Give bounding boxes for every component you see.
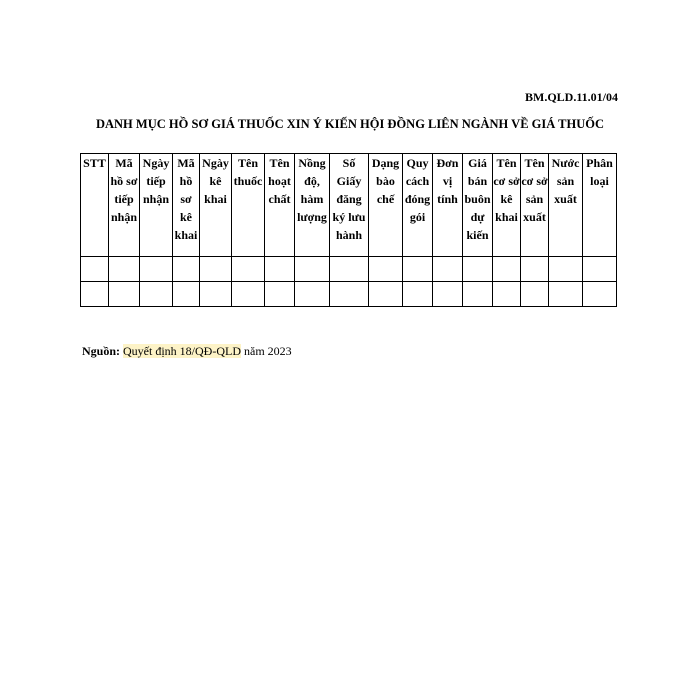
table-cell (403, 282, 433, 307)
col-co-so-san-xuat: Tên cơ sở sản xuất (521, 154, 549, 257)
col-nong-do: Nồng độ, hàm lượng (295, 154, 330, 257)
source-reference-link[interactable]: Quyết định 18/QĐ-QLD (123, 344, 241, 358)
table-cell (109, 257, 140, 282)
table-cell (463, 257, 493, 282)
col-gia-ban-buon: Giá bán buôn dự kiến (463, 154, 493, 257)
listing-table (80, 153, 617, 307)
col-don-vi-tinh: Đơn vị tính (433, 154, 463, 257)
table-cell (549, 282, 583, 307)
table-cell (369, 282, 403, 307)
col-ten-hoat-chat: Tên hoạt chất (265, 154, 295, 257)
table-cell (295, 282, 330, 307)
col-ma-ho-so-tiep-nhan: Mã hồ sơ tiếp nhận (109, 154, 140, 257)
table-cell (200, 257, 232, 282)
table-cell (140, 257, 173, 282)
col-phan-loai: Phân loại (583, 154, 617, 257)
table-cell (295, 257, 330, 282)
col-ten-thuoc: Tên thuốc (232, 154, 265, 257)
table-cell (433, 282, 463, 307)
source-label: Nguồn: (82, 344, 121, 358)
table-cell (140, 282, 173, 307)
form-code: BM.QLD.11.01/04 (524, 90, 618, 104)
col-dang-bao-che: Dạng bào chế (369, 154, 403, 257)
col-ngay-tiep-nhan: Ngày tiếp nhận (140, 154, 173, 257)
table-cell (549, 257, 583, 282)
table-cell (232, 257, 265, 282)
table-row (81, 282, 617, 307)
source-note (82, 344, 292, 359)
table-cell (109, 282, 140, 307)
table-cell (521, 282, 549, 307)
col-co-so-ke-khai: Tên cơ sở kê khai (493, 154, 521, 257)
table-cell (369, 257, 403, 282)
col-so-giay-dang-ky: Số Giấy đăng ký lưu hành (330, 154, 369, 257)
header-row (81, 154, 617, 257)
table-row (81, 257, 617, 282)
table-cell (463, 282, 493, 307)
table-cell (583, 257, 617, 282)
table-cell (493, 257, 521, 282)
table-cell (330, 257, 369, 282)
table-cell (232, 282, 265, 307)
table-cell (265, 282, 295, 307)
col-ngay-ke-khai: Ngày kê khai (200, 154, 232, 257)
table-cell (265, 257, 295, 282)
table-body (81, 257, 617, 307)
table-cell (330, 282, 369, 307)
col-ma-ho-so-ke-khai: Mã hồ sơ kê khai (173, 154, 200, 257)
source-suffix: năm 2023 (244, 344, 292, 358)
table-cell (81, 282, 109, 307)
table-cell (521, 257, 549, 282)
table-cell (81, 257, 109, 282)
col-nuoc-san-xuat: Nước sản xuất (549, 154, 583, 257)
table-cell (433, 257, 463, 282)
table-cell (173, 282, 200, 307)
table-cell (403, 257, 433, 282)
col-stt: STT (81, 154, 109, 257)
table-cell (200, 282, 232, 307)
document-title: DANH MỤC HỒ SƠ GIÁ THUỐC XIN Ý KIẾN HỘI ĐỒNG LIÊN NGÀNH VỀ GIÁ THUỐC (95, 117, 605, 131)
table-cell (173, 257, 200, 282)
table-cell (493, 282, 521, 307)
table-cell (583, 282, 617, 307)
col-quy-cach: Quy cách đóng gói (403, 154, 433, 257)
